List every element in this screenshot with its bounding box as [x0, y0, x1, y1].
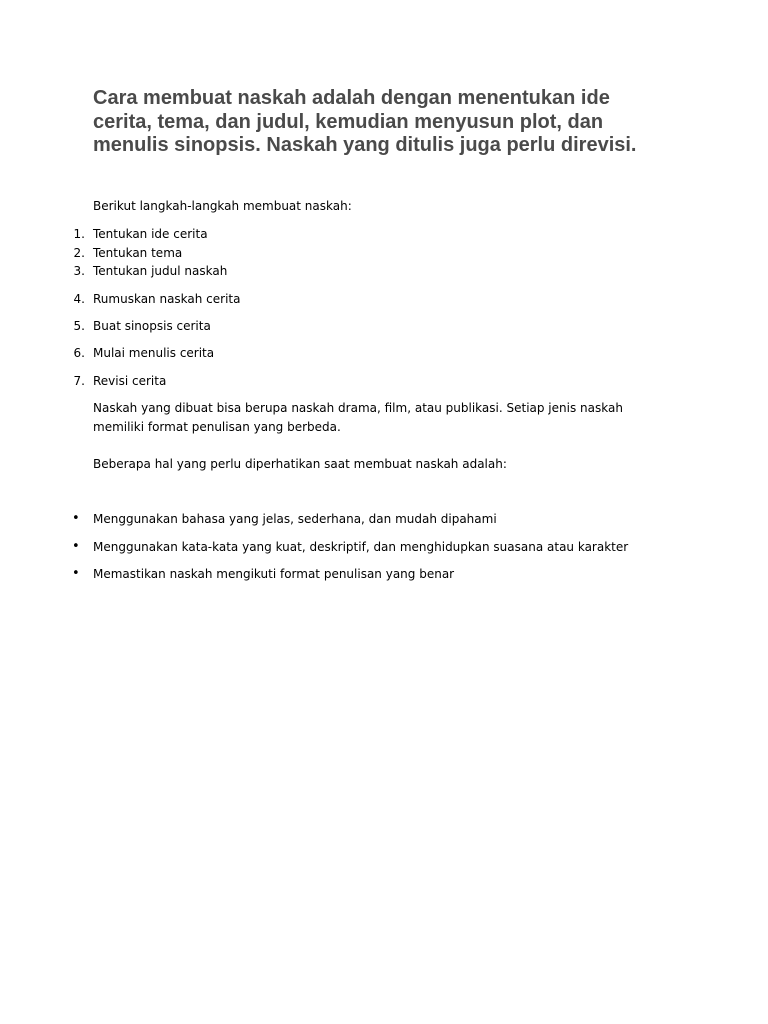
bullet-marker: •: [72, 511, 80, 526]
list-number: 5.: [73, 319, 85, 333]
list-item-text: Tentukan tema: [93, 246, 183, 260]
list-item-text: Tentukan judul naskah: [93, 264, 228, 278]
list-number: 7.: [73, 374, 85, 388]
list-number: 4.: [73, 292, 85, 306]
paragraph-script-types: Naskah yang dibuat bisa berupa naskah drama, film, atau publikasi. Setiap jenis naskah memiliki format penulisan yang berbeda.: [93, 401, 623, 434]
paragraph-considerations: Beberapa hal yang perlu diperhatikan saat membuat naskah adalah:: [93, 457, 507, 471]
bullet-marker: •: [72, 566, 80, 581]
list-item-text: Buat sinopsis cerita: [93, 319, 211, 333]
list-number: 2.: [73, 246, 85, 260]
steps-intro: Berikut langkah-langkah membuat naskah:: [93, 199, 352, 213]
list-item-text: Tentukan ide cerita: [93, 227, 208, 241]
document-heading: Cara membuat naskah adalah dengan menentukan ide cerita, tema, dan judul, kemudian menyusun plot, dan menulis sinopsis. Naskah yang ditulis juga perlu direvisi.: [93, 87, 637, 156]
list-item-text: Revisi cerita: [93, 374, 167, 388]
list-number: 3.: [73, 264, 85, 278]
list-number: 6.: [73, 346, 85, 360]
list-item-text: Rumuskan naskah cerita: [93, 292, 241, 306]
list-item-text: Memastikan naskah mengikuti format penulisan yang benar: [93, 567, 455, 581]
bullet-marker: •: [72, 539, 80, 554]
list-item-text: Menggunakan bahasa yang jelas, sederhana, dan mudah dipahami: [93, 512, 497, 526]
list-number: 1.: [73, 227, 85, 241]
list-item-text: Menggunakan kata-kata yang kuat, deskriptif, dan menghidupkan suasana atau karakter: [93, 540, 629, 554]
list-item-text: Mulai menulis cerita: [93, 346, 215, 360]
